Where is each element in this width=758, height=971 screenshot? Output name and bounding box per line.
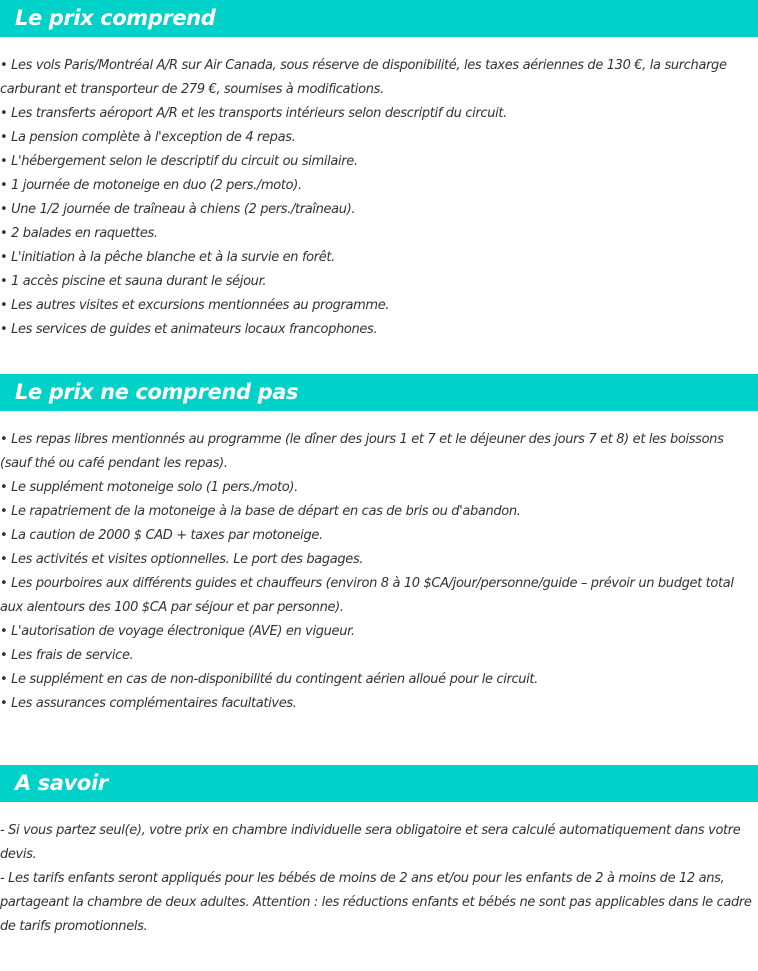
included-header: [0, 0, 758, 37]
excluded-title: Le prix ne comprend pas: [15, 380, 299, 404]
list-item: • Le rapatriement de la motoneige à la base de départ en cas de bris ou d'abandon.: [0, 504, 521, 519]
list-item: • L'initiation à la pêche blanche et à la survie en forêt.: [0, 250, 335, 265]
list-item: • Les pourboires aux différents guides et chauffeurs (environ 8 à 10 $CA/jour/personne/guide – prévoir un budget total aux alentours des 100 $CA par séjour et par personne).: [0, 576, 734, 615]
list-item: • Une 1/2 journée de traîneau à chiens (2 pers./traîneau).: [0, 202, 356, 217]
list-item: - Si vous partez seul(e), votre prix en chambre individuelle sera obligatoire et sera calculé automatiquement dans votre devis.: [0, 823, 741, 862]
list-item: • Les activités et visites optionnelles. Le port des bagages.: [0, 552, 364, 567]
info-title: A savoir: [15, 771, 108, 795]
list-item: • 1 journée de motoneige en duo (2 pers./moto).: [0, 178, 302, 193]
list-item: • L'autorisation de voyage électronique (AVE) en vigueur.: [0, 624, 355, 639]
list-item: • Les repas libres mentionnés au programme (le dîner des jours 1 et 7 et le déjeuner des jours 7 et 8) et les boissons (sauf thé ou café pendant les repas).: [0, 432, 724, 471]
list-item: • Les transferts aéroport A/R et les transports intérieurs selon descriptif du circuit.: [0, 106, 507, 121]
list-item: • Les autres visites et excursions mentionnées au programme.: [0, 298, 390, 313]
list-item: • La pension complète à l'exception de 4 repas.: [0, 130, 296, 145]
info-section: [0, 765, 758, 955]
list-item: • 2 balades en raquettes.: [0, 226, 158, 241]
included-title: Le prix comprend: [15, 6, 216, 30]
info-list: [0, 802, 758, 955]
list-item: • Le supplément en cas de non-disponibilité du contingent aérien alloué pour le circuit.: [0, 672, 538, 687]
excluded-list: [0, 411, 758, 765]
list-item: • Les frais de service.: [0, 648, 134, 663]
info-header: [0, 765, 758, 802]
excluded-section: [0, 374, 758, 765]
excluded-header: [0, 374, 758, 411]
list-item: • L'hébergement selon le descriptif du circuit ou similaire.: [0, 154, 358, 169]
list-item: • La caution de 2000 $ CAD + taxes par motoneige.: [0, 528, 323, 543]
included-section: [0, 0, 758, 374]
list-item: • Les services de guides et animateurs locaux francophones.: [0, 322, 378, 337]
included-list: [0, 37, 758, 374]
list-item: • Le supplément motoneige solo (1 pers./moto).: [0, 480, 298, 495]
list-item: • Les assurances complémentaires facultatives.: [0, 696, 297, 711]
list-item: • 1 accès piscine et sauna durant le séjour.: [0, 274, 267, 289]
list-item: • Les vols Paris/Montréal A/R sur Air Canada, sous réserve de disponibilité, les taxes aériennes de 130 €, la surcharge carburant et transporteur de 279 €, soumises à modifications.: [0, 58, 727, 97]
list-item: - Les tarifs enfants seront appliqués pour les bébés de moins de 2 ans et/ou pour les enfants de 2 à moins de 12 ans, partageant la chambre de deux adultes. Attention : les réductions enfants et bébés ne sont pas applicables dans le cadre de tarifs promotionnels.: [0, 871, 752, 934]
